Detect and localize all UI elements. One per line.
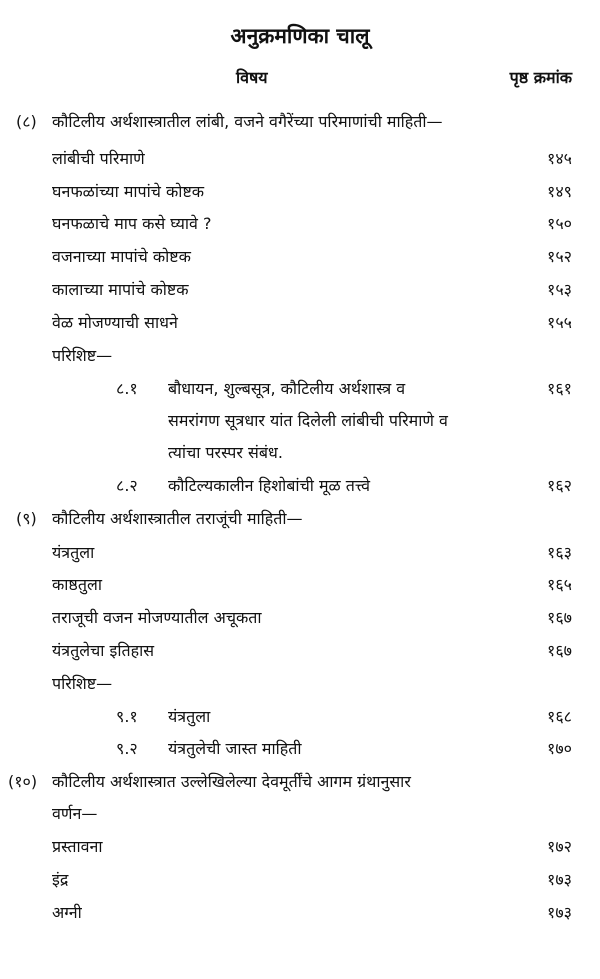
- section-title: कौटिलीय अर्थशास्त्रातील लांबी, वजने वगैरेंच्या परिमाणांची माहिती—: [52, 112, 443, 131]
- toc-entry-label: काष्ठतुला: [52, 575, 102, 594]
- appendix-entry-line: यंत्रतुला: [168, 707, 211, 726]
- page-number-header: पृष्ठ क्रमांक: [509, 68, 572, 87]
- section-number: (१०): [8, 772, 38, 791]
- appendix-number: ८.२: [116, 476, 138, 495]
- toc-entry-page: १५३: [547, 280, 572, 299]
- toc-entry-page: १७०: [547, 739, 572, 758]
- toc-entry-page: १४५: [547, 149, 572, 168]
- appendix-number: ९.२: [116, 739, 138, 758]
- page-title: अनुक्रमणिका चालू: [230, 24, 370, 48]
- toc-entry-label: कालाच्या मापांचे कोष्टक: [52, 280, 189, 299]
- toc-entry-label: तराजूची वजन मोजण्यातील अचूकता: [52, 608, 262, 627]
- appendix-number: ९.१: [116, 707, 138, 726]
- toc-entry-label: वजनाच्या मापांचे कोष्टक: [52, 247, 191, 266]
- toc-entry-label: इंद्र: [52, 870, 69, 889]
- toc-entry-page: १४९: [547, 182, 572, 201]
- section-title-continued: वर्णन—: [52, 804, 98, 823]
- toc-entry-label: प्रस्तावना: [52, 837, 103, 856]
- appendix-entry-line: यंत्रतुलेची जास्त माहिती: [168, 739, 302, 758]
- appendix-label: परिशिष्ट—: [52, 346, 113, 365]
- toc-entry-label: लांबीची परिमाणे: [52, 149, 145, 168]
- toc-entry-page: १६७: [547, 608, 572, 627]
- appendix-number: ८.१: [116, 379, 138, 398]
- toc-entry-page: १७३: [547, 903, 572, 922]
- toc-entry-page: १६३: [547, 543, 572, 562]
- toc-entry-page: १६८: [547, 707, 572, 726]
- toc-entry-label: घनफळाचे माप कसे घ्यावे ?: [52, 214, 212, 233]
- appendix-entry-line: समरांगण सूत्रधार यांत दिलेली लांबीची परिमाणे व: [168, 411, 448, 430]
- toc-entry-label: वेळ मोजण्याची साधने: [52, 313, 178, 332]
- toc-entry-page: १७३: [547, 870, 572, 889]
- section-title: कौटिलीय अर्थशास्त्रातील तराजूंची माहिती—: [52, 509, 303, 528]
- appendix-label: परिशिष्ट—: [52, 674, 113, 693]
- toc-entry-page: १५०: [547, 214, 572, 233]
- toc-entry-page: १६७: [547, 641, 572, 660]
- toc-entry-label: यंत्रतुला: [52, 543, 95, 562]
- toc-entry-page: १६१: [547, 379, 572, 398]
- appendix-entry-line: बौधायन, शुल्बसूत्र, कौटिलीय अर्थशास्त्र व: [168, 379, 406, 398]
- toc-entry-page: १५५: [547, 313, 572, 332]
- toc-entry-page: १५२: [547, 247, 572, 266]
- subject-header: विषय: [236, 68, 268, 87]
- toc-entry-label: यंत्रतुलेचा इतिहास: [52, 641, 155, 660]
- appendix-entry-line: कौटिल्यकालीन हिशोबांची मूळ तत्त्वे: [168, 476, 370, 495]
- toc-entry-label: घनफळांच्या मापांचे कोष्टक: [52, 182, 205, 201]
- section-title: कौटिलीय अर्थशास्त्रात उल्लेखिलेल्या देवमूर्तींचे आगम ग्रंथानुसार: [52, 772, 411, 791]
- toc-entry-page: १६५: [547, 575, 572, 594]
- appendix-entry-line: त्यांचा परस्पर संबंध.: [168, 443, 283, 462]
- section-number: (८): [16, 112, 37, 131]
- toc-entry-page: १६२: [547, 476, 572, 495]
- section-number: (९): [16, 509, 37, 528]
- toc-entry-label: अग्नी: [52, 903, 82, 922]
- toc-entry-page: १७२: [547, 837, 572, 856]
